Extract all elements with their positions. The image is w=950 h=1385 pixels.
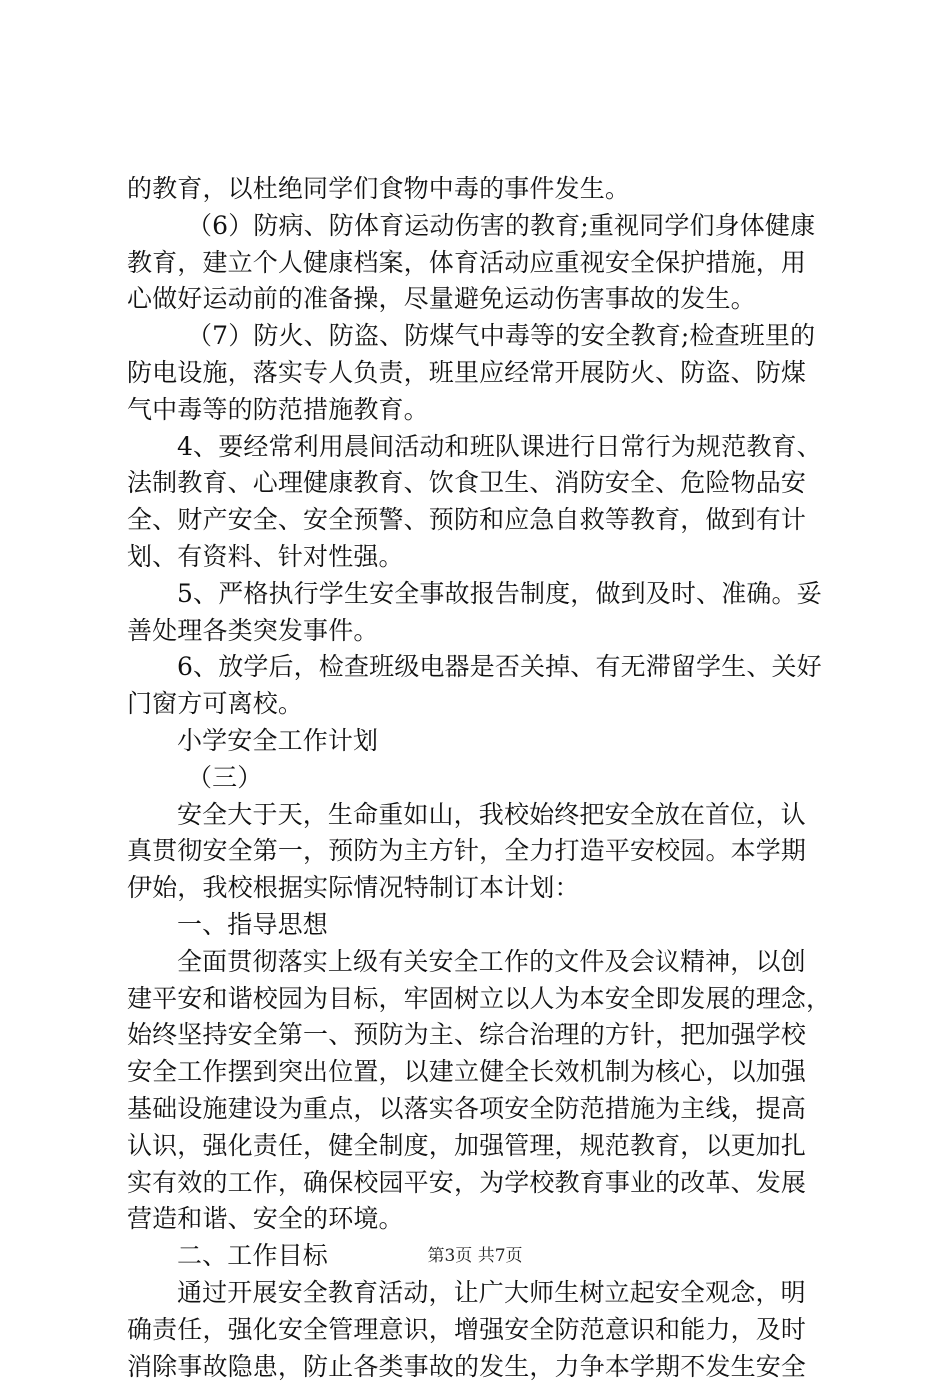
text-line: 安全大于天，生命重如山，我校始终把安全放在首位，认 [127, 797, 837, 834]
text-line: 心做好运动前的准备操，尽量避免运动伤害事故的发生。 [127, 281, 837, 318]
text-line: 的教育，以杜绝同学们食物中毒的事件发生。 [127, 171, 837, 208]
text-line: 小学安全工作计划 [127, 723, 837, 760]
text-line: （7）防火、防盗、防煤气中毒等的安全教育;检查班里的 [127, 318, 837, 355]
text-line: 安全工作摆到突出位置，以建立健全长效机制为核心，以加强 [127, 1054, 837, 1091]
text-line: 全、财产安全、安全预警、预防和应急自救等教育，做到有计 [127, 502, 837, 539]
text-line: 实有效的工作，确保校园平安，为学校教育事业的改革、发展 [127, 1165, 837, 1202]
text-line: 4、要经常利用晨间活动和班队课进行日常行为规范教育、 [127, 429, 837, 466]
text-line: 教育，建立个人健康档案，体育活动应重视安全保护措施，用 [127, 245, 837, 282]
text-line: 建平安和谐校园为目标，牢固树立以人为本安全即发展的理念， [127, 981, 837, 1018]
text-line: 营造和谐、安全的环境。 [127, 1201, 837, 1238]
text-line: 基础设施建设为重点，以落实各项安全防范措施为主线，提高 [127, 1091, 837, 1128]
text-line: 法制教育、心理健康教育、饮食卫生、消防安全、危险物品安 [127, 465, 837, 502]
text-line: 一、指导思想 [127, 907, 837, 944]
text-line: 确责任，强化安全管理意识，增强安全防范意识和能力，及时 [127, 1312, 837, 1349]
text-line: 门窗方可离校。 [127, 686, 837, 723]
text-line: 真贯彻安全第一，预防为主方针，全力打造平安校园。本学期 [127, 833, 837, 870]
text-line: 消除事故隐患，防止各类事故的发生，力争本学期不发生安全 [127, 1349, 837, 1385]
document-body [127, 171, 837, 1385]
page-footer: 第3页 共7页 [0, 1241, 950, 1266]
text-line: 二、工作目标 [127, 1238, 837, 1275]
text-line: 防电设施，落实专人负责，班里应经常开展防火、防盗、防煤 [127, 355, 837, 392]
text-line: 善处理各类突发事件。 [127, 613, 837, 650]
text-line: 始终坚持安全第一、预防为主、综合治理的方针，把加强学校 [127, 1017, 837, 1054]
text-line: （三） [127, 760, 837, 797]
text-line: 气中毒等的防范措施教育。 [127, 392, 837, 429]
text-line: 5、严格执行学生安全事故报告制度，做到及时、准确。妥 [127, 576, 837, 613]
text-line: 划、有资料、针对性强。 [127, 539, 837, 576]
text-line: （6）防病、防体育运动伤害的教育;重视同学们身体健康 [127, 208, 837, 245]
text-line: 全面贯彻落实上级有关安全工作的文件及会议精神，以创 [127, 944, 837, 981]
text-line: 通过开展安全教育活动，让广大师生树立起安全观念，明 [127, 1275, 837, 1312]
text-line: 伊始，我校根据实际情况特制订本计划： [127, 870, 837, 907]
text-line: 6、放学后，检查班级电器是否关掉、有无滞留学生、关好 [127, 649, 837, 686]
text-line: 认识，强化责任，健全制度，加强管理，规范教育，以更加扎 [127, 1128, 837, 1165]
